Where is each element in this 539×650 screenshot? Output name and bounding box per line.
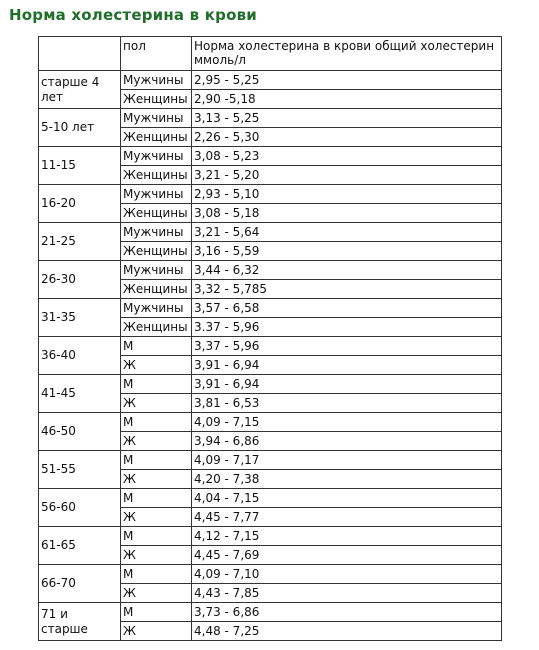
table-row — [39, 337, 502, 356]
sex-cell: М — [121, 413, 192, 432]
table-row — [39, 71, 502, 90]
table-body — [39, 37, 502, 641]
sex-cell: Мужчины — [121, 261, 192, 280]
norm-value-cell: 3,16 - 5,59 — [192, 242, 502, 261]
sex-cell: Женщины — [121, 90, 192, 109]
age-group-cell: 36-40 — [39, 337, 121, 375]
norm-value-cell: 4,09 - 7,10 — [192, 565, 502, 584]
sex-cell: Ж — [121, 394, 192, 413]
norm-value-cell: 3,57 - 6,58 — [192, 299, 502, 318]
sex-cell: М — [121, 565, 192, 584]
sex-cell: Женщины — [121, 318, 192, 337]
cholesterol-table — [38, 36, 502, 641]
norm-value-cell: 3,91 - 6,94 — [192, 375, 502, 394]
norm-value-cell: 3,44 - 6,32 — [192, 261, 502, 280]
age-group-cell: 51-55 — [39, 451, 121, 489]
norm-value-cell: 3,13 - 5,25 — [192, 109, 502, 128]
sex-cell: Ж — [121, 546, 192, 565]
norm-value-cell: 4,04 - 7,15 — [192, 489, 502, 508]
table-row — [39, 261, 502, 280]
norm-value-cell: 3,81 - 6,53 — [192, 394, 502, 413]
table-row — [39, 109, 502, 128]
table-row — [39, 489, 502, 508]
sex-cell: М — [121, 451, 192, 470]
norm-value-cell: 4,45 - 7,77 — [192, 508, 502, 527]
table-row — [39, 185, 502, 204]
age-group-cell: 5-10 лет — [39, 109, 121, 147]
sex-cell: Ж — [121, 508, 192, 527]
norm-value-cell: 4,45 - 7,69 — [192, 546, 502, 565]
norm-value-cell: 2,95 - 5,25 — [192, 71, 502, 90]
norm-value-cell: 4,20 - 7,38 — [192, 470, 502, 489]
norm-value-cell: 4,12 - 7,15 — [192, 527, 502, 546]
table-header-row — [39, 37, 502, 71]
sex-cell: Мужчины — [121, 109, 192, 128]
norm-value-cell: 3,21 - 5,64 — [192, 223, 502, 242]
norm-value-cell: 4,43 - 7,85 — [192, 584, 502, 603]
sex-cell: Женщины — [121, 280, 192, 299]
age-group-cell: старше 4 лет — [39, 71, 121, 109]
sex-cell: Ж — [121, 356, 192, 375]
norm-value-cell: 4,09 - 7,15 — [192, 413, 502, 432]
age-group-cell: 31-35 — [39, 299, 121, 337]
sex-cell: Ж — [121, 584, 192, 603]
table-row — [39, 375, 502, 394]
table-row — [39, 565, 502, 584]
sex-cell: Ж — [121, 622, 192, 641]
norm-value-cell: 3,21 - 5,20 — [192, 166, 502, 185]
table-row — [39, 603, 502, 622]
header-norm-cell: Норма холестерина в крови общий холестерин ммоль/л — [192, 37, 502, 71]
age-group-cell: 61-65 — [39, 527, 121, 565]
sex-cell: Женщины — [121, 242, 192, 261]
age-group-cell: 66-70 — [39, 565, 121, 603]
norm-value-cell: 3,32 - 5,785 — [192, 280, 502, 299]
sex-cell: М — [121, 337, 192, 356]
header-sex-cell: пол — [121, 37, 192, 71]
age-group-cell: 41-45 — [39, 375, 121, 413]
age-group-cell: 56-60 — [39, 489, 121, 527]
sex-cell: Ж — [121, 432, 192, 451]
norm-value-cell: 2,26 - 5,30 — [192, 128, 502, 147]
norm-value-cell: 3,08 - 5,23 — [192, 147, 502, 166]
table-row — [39, 299, 502, 318]
sex-cell: Мужчины — [121, 71, 192, 90]
table-row — [39, 413, 502, 432]
sex-cell: М — [121, 375, 192, 394]
norm-value-cell: 4,09 - 7,17 — [192, 451, 502, 470]
age-group-cell: 46-50 — [39, 413, 121, 451]
norm-value-cell: 4,48 - 7,25 — [192, 622, 502, 641]
norm-value-cell: 3.37 - 5,96 — [192, 318, 502, 337]
sex-cell: Женщины — [121, 166, 192, 185]
sex-cell: Мужчины — [121, 223, 192, 242]
age-group-cell: 26-30 — [39, 261, 121, 299]
sex-cell: М — [121, 489, 192, 508]
norm-value-cell: 3,94 - 6,86 — [192, 432, 502, 451]
norm-value-cell: 3,91 - 6,94 — [192, 356, 502, 375]
age-group-cell: 11-15 — [39, 147, 121, 185]
sex-cell: Женщины — [121, 204, 192, 223]
sex-cell: Ж — [121, 470, 192, 489]
norm-value-cell: 3,08 - 5,18 — [192, 204, 502, 223]
age-group-cell: 21-25 — [39, 223, 121, 261]
sex-cell: М — [121, 603, 192, 622]
sex-cell: Женщины — [121, 128, 192, 147]
sex-cell: Мужчины — [121, 185, 192, 204]
sex-cell: Мужчины — [121, 299, 192, 318]
table-row — [39, 527, 502, 546]
age-group-cell: 71 и старше — [39, 603, 121, 641]
sex-cell: Мужчины — [121, 147, 192, 166]
table-row — [39, 223, 502, 242]
header-age-cell — [39, 37, 121, 71]
norm-value-cell: 3,73 - 6,86 — [192, 603, 502, 622]
norm-value-cell: 3,37 - 5,96 — [192, 337, 502, 356]
age-group-cell: 16-20 — [39, 185, 121, 223]
page-title: Норма холестерина в крови — [9, 6, 257, 24]
table-row — [39, 147, 502, 166]
norm-value-cell: 2,90 -5,18 — [192, 90, 502, 109]
table-row — [39, 451, 502, 470]
norm-value-cell: 2,93 - 5,10 — [192, 185, 502, 204]
sex-cell: М — [121, 527, 192, 546]
